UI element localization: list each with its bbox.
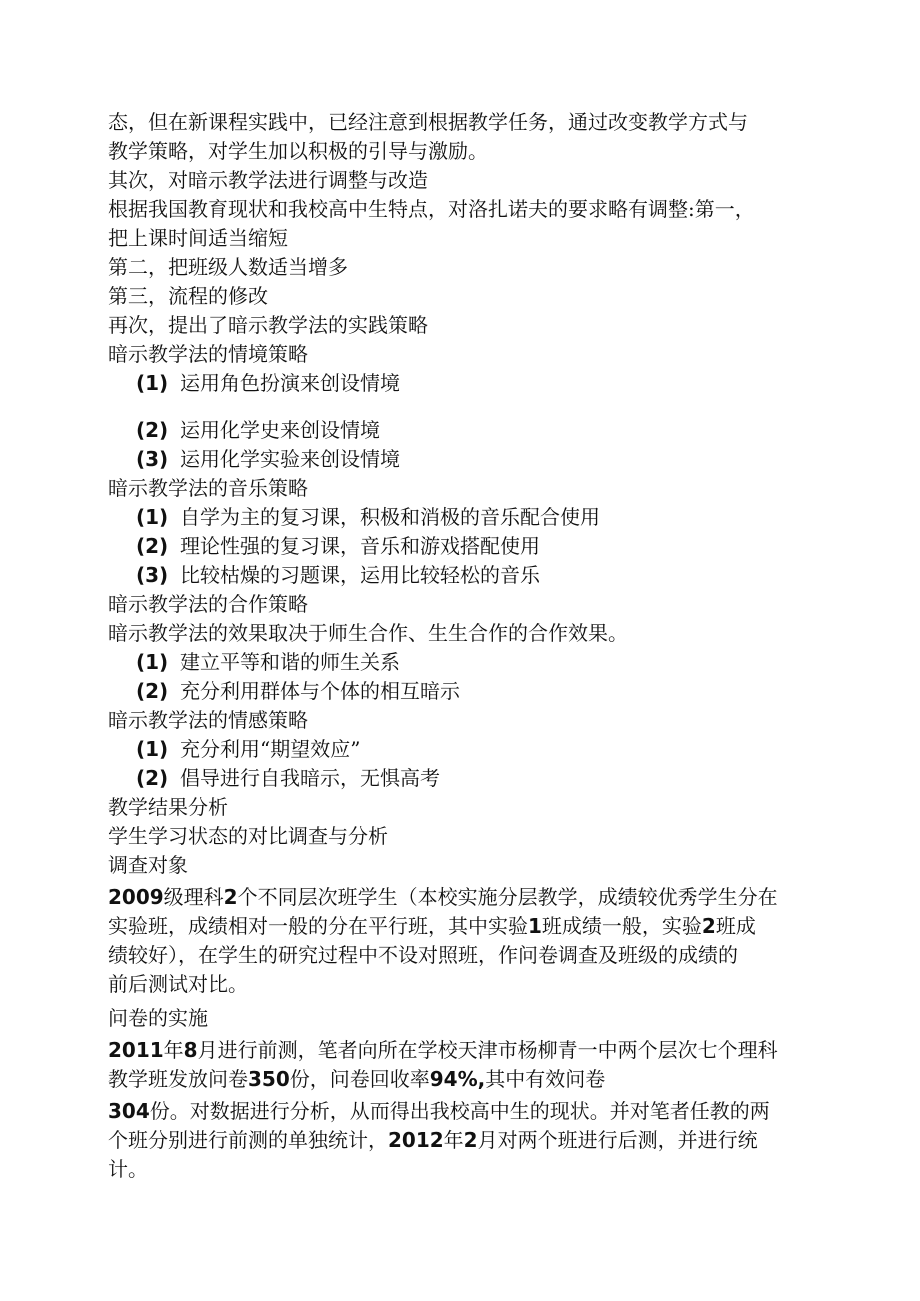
strategy-heading: 暗示教学法的音乐策略: [108, 476, 308, 500]
list-text: 自学为主的复习课，积极和消极的音乐配合使用: [180, 505, 600, 529]
paragraph-line: 前后测试对比。: [108, 972, 248, 996]
paragraph-line: 教学班发放问卷350份，问卷回收率94%,其中有效问卷: [108, 1067, 606, 1091]
paragraph-line: 第三，流程的修改: [108, 284, 268, 308]
section-heading: 调查对象: [108, 853, 188, 877]
list-text: 建立平等和谐的师生关系: [180, 650, 400, 674]
paragraph-line: 2009级理科2个不同层次班学生（本校实施分层教学，成绩较优秀学生分在: [108, 885, 778, 909]
list-text: 运用角色扮演来创设情境: [180, 371, 400, 395]
list-text: 运用化学史来创设情境: [180, 418, 380, 442]
section-heading: 问卷的实施: [108, 1006, 208, 1030]
list-text: 倡导进行自我暗示，无惧高考: [180, 766, 440, 790]
list-text: 充分利用群体与个体的相互暗示: [180, 679, 460, 703]
list-item: [136, 735, 360, 764]
paragraph-line: 根据我国教育现状和我校高中生特点，对洛扎诺夫的要求略有调整:第一，: [108, 197, 755, 221]
paragraph-line: 第二，把班级人数适当增多: [108, 255, 348, 279]
list-text: 理论性强的复习课，音乐和游戏搭配使用: [180, 534, 540, 558]
section-heading: 其次，对暗示教学法进行调整与改造: [108, 168, 428, 192]
list-number: (1): [136, 650, 169, 674]
list-number: (3): [136, 447, 169, 471]
list-item: [136, 648, 400, 677]
strategy-heading: 暗示教学法的情境策略: [108, 342, 308, 366]
list-number: (3): [136, 563, 169, 587]
section-heading: 教学结果分析: [108, 795, 228, 819]
section-heading: 再次，提出了暗示教学法的实践策略: [108, 313, 428, 337]
paragraph-line: 个班分别进行前测的单独统计，2012年2月对两个班进行后测，并进行统: [108, 1128, 758, 1152]
paragraph-line: 把上课时间适当缩短: [108, 226, 288, 250]
list-number: (1): [136, 371, 169, 395]
list-item: [136, 764, 440, 793]
strategy-heading: 暗示教学法的情感策略: [108, 708, 308, 732]
list-number: (2): [136, 766, 169, 790]
list-text: 比较枯燥的习题课，运用比较轻松的音乐: [180, 563, 540, 587]
list-item: [136, 561, 540, 590]
list-item: [136, 677, 460, 706]
list-text: 充分利用“期望效应”: [180, 737, 361, 761]
paragraph-line: 实验班，成绩相对一般的分在平行班，其中实验1班成绩一般，实验2班成: [108, 914, 756, 938]
list-item: [136, 503, 600, 532]
paragraph-line: 教学策略，对学生加以积极的引导与激励。: [108, 139, 488, 163]
list-number: (1): [136, 737, 169, 761]
list-text: 运用化学实验来创设情境: [180, 447, 400, 471]
list-number: (2): [136, 418, 169, 442]
paragraph-line: 304份。对数据进行分析，从而得出我校高中生的现状。并对笔者任教的两: [108, 1099, 770, 1123]
list-number: (2): [136, 679, 169, 703]
paragraph-line: 暗示教学法的效果取决于师生合作、生生合作的合作效果。: [108, 621, 628, 645]
paragraph-line: 绩较好），在学生的研究过程中不设对照班，作问卷调查及班级的成绩的: [108, 943, 738, 967]
paragraph-line: 2011年8月进行前测，笔者向所在学校天津市杨柳青一中两个层次七个理科: [108, 1038, 778, 1062]
list-item: [136, 369, 400, 398]
list-item: [136, 445, 400, 474]
list-number: (1): [136, 505, 169, 529]
strategy-heading: 暗示教学法的合作策略: [108, 592, 308, 616]
section-heading: 学生学习状态的对比调查与分析: [108, 824, 388, 848]
list-item: [136, 416, 380, 445]
paragraph-line: 态，但在新课程实践中，已经注意到根据教学任务，通过改变教学方式与: [108, 110, 748, 134]
list-number: (2): [136, 534, 169, 558]
paragraph-line: 计。: [108, 1157, 148, 1181]
list-item: [136, 532, 540, 561]
